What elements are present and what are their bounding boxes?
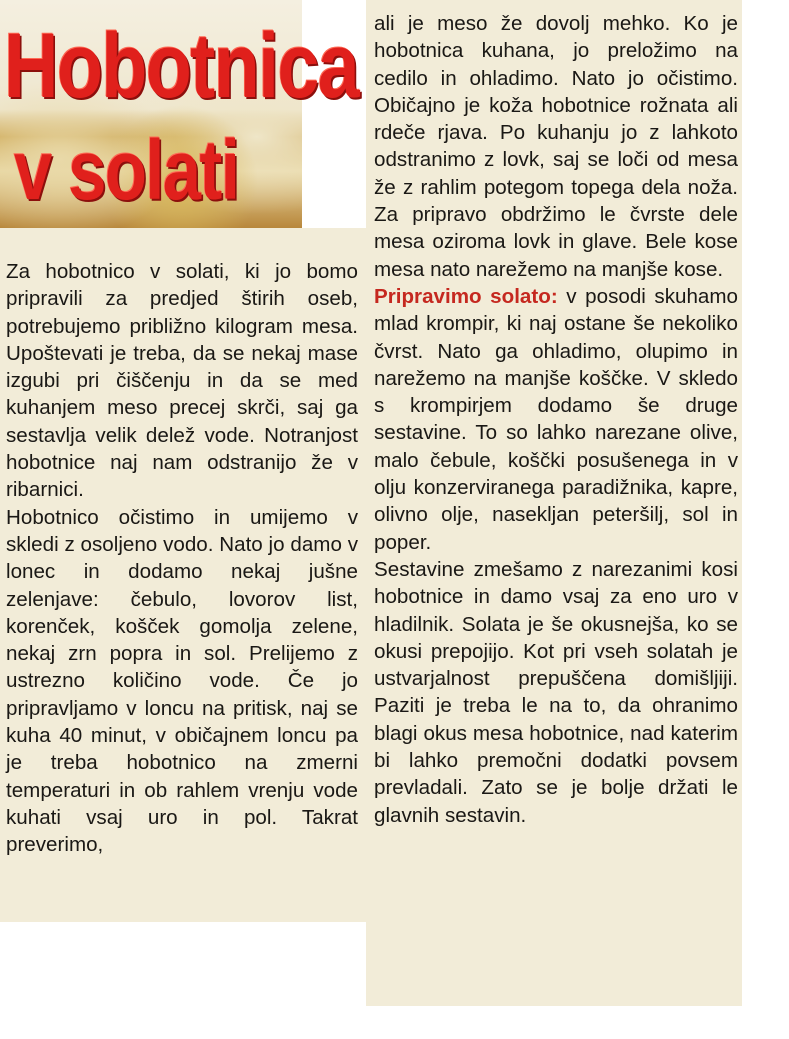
- article-title-line-2: v solati: [14, 123, 239, 217]
- paragraph: Hobotnico očistimo in umijemo v skledi z osoljeno vodo. Nato jo damo v lonec in dodamo nekaj jušne zelenjave: čebulo, lovorov list, korenček, košček gomolja zelene, nekaj zrn popra in sol. Prelijemo z ustrezno količino vode. Če jo pripravljamo v loncu na pritisk, naj se kuha 40 minut, v običajnem loncu pa je treba hobotnico na zmerni temperaturi in ob rahlem vrenju vode kuhati vsaj uro in pol. Takrat preverimo,: [6, 505, 358, 857]
- paragraph: Za hobotnico v solati, ki jo bomo pripravili za predjed štirih oseb, potrebujemo približno kilogram mesa. Upoštevati je treba, da se nekaj mase izgubi pri čiščenju in da se med kuhanjem meso precej skrči, saj ga sestavlja velik delež vode. Notranjost hobotnice naj nam odstranijo že v ribarnici.: [6, 260, 358, 502]
- left-text-column: [6, 258, 358, 859]
- paragraph-with-lead: [374, 283, 738, 556]
- paragraph: ali je meso že dovolj mehko. Ko je hobotnica kuhana, jo preložimo na cedilo in ohladimo. Nato jo očistimo. Običajno je koža hobotnice rožnata ali rdeče rjava. Po kuhanju jo z lahkoto odstranimo z lovk, saj se loči od mesa že z rahlim potegom topega dela noža. Za pripravo obdržimo le čvrste dele mesa oziroma lovk in glave. Bele kose mesa nato narežemo na manjše kose.: [374, 12, 738, 281]
- title-photo-banner: [0, 0, 359, 228]
- section-lead-heading: Pripravimo solato:: [374, 284, 558, 308]
- right-text-column: [374, 10, 738, 829]
- paragraph-text: v posodi skuhamo mlad krompir, ki naj ostane še nekoliko čvrst. Nato ga ohladimo, olupimo in narežemo na manjše koščke. V skledo s krompirjem dodamo še druge sestavine. To so lahko narezane olive, malo čebule, koščki posušenega in v olju konzerviranega paradižnika, kapre, olivno olje, nasekljan peteršilj, sol in poper.: [374, 284, 738, 554]
- article-title-line-1: Hobotnica: [4, 15, 359, 117]
- paragraph: Sestavine zmešamo z narezanimi kosi hobotnice in damo vsaj za eno uro v hladilnik. Solata je še okusnejša, ko se okusi prepojijo. Kot pri vseh solatah je ustvarjalnost prepuščena domišljiji. Paziti je treba le na to, da ohranimo blagi okus mesa hobotnice, nad katerim bi lahko premočni dodatki povsem prevladali. Zato se je bolje držati le glavnih sestavin.: [374, 557, 738, 827]
